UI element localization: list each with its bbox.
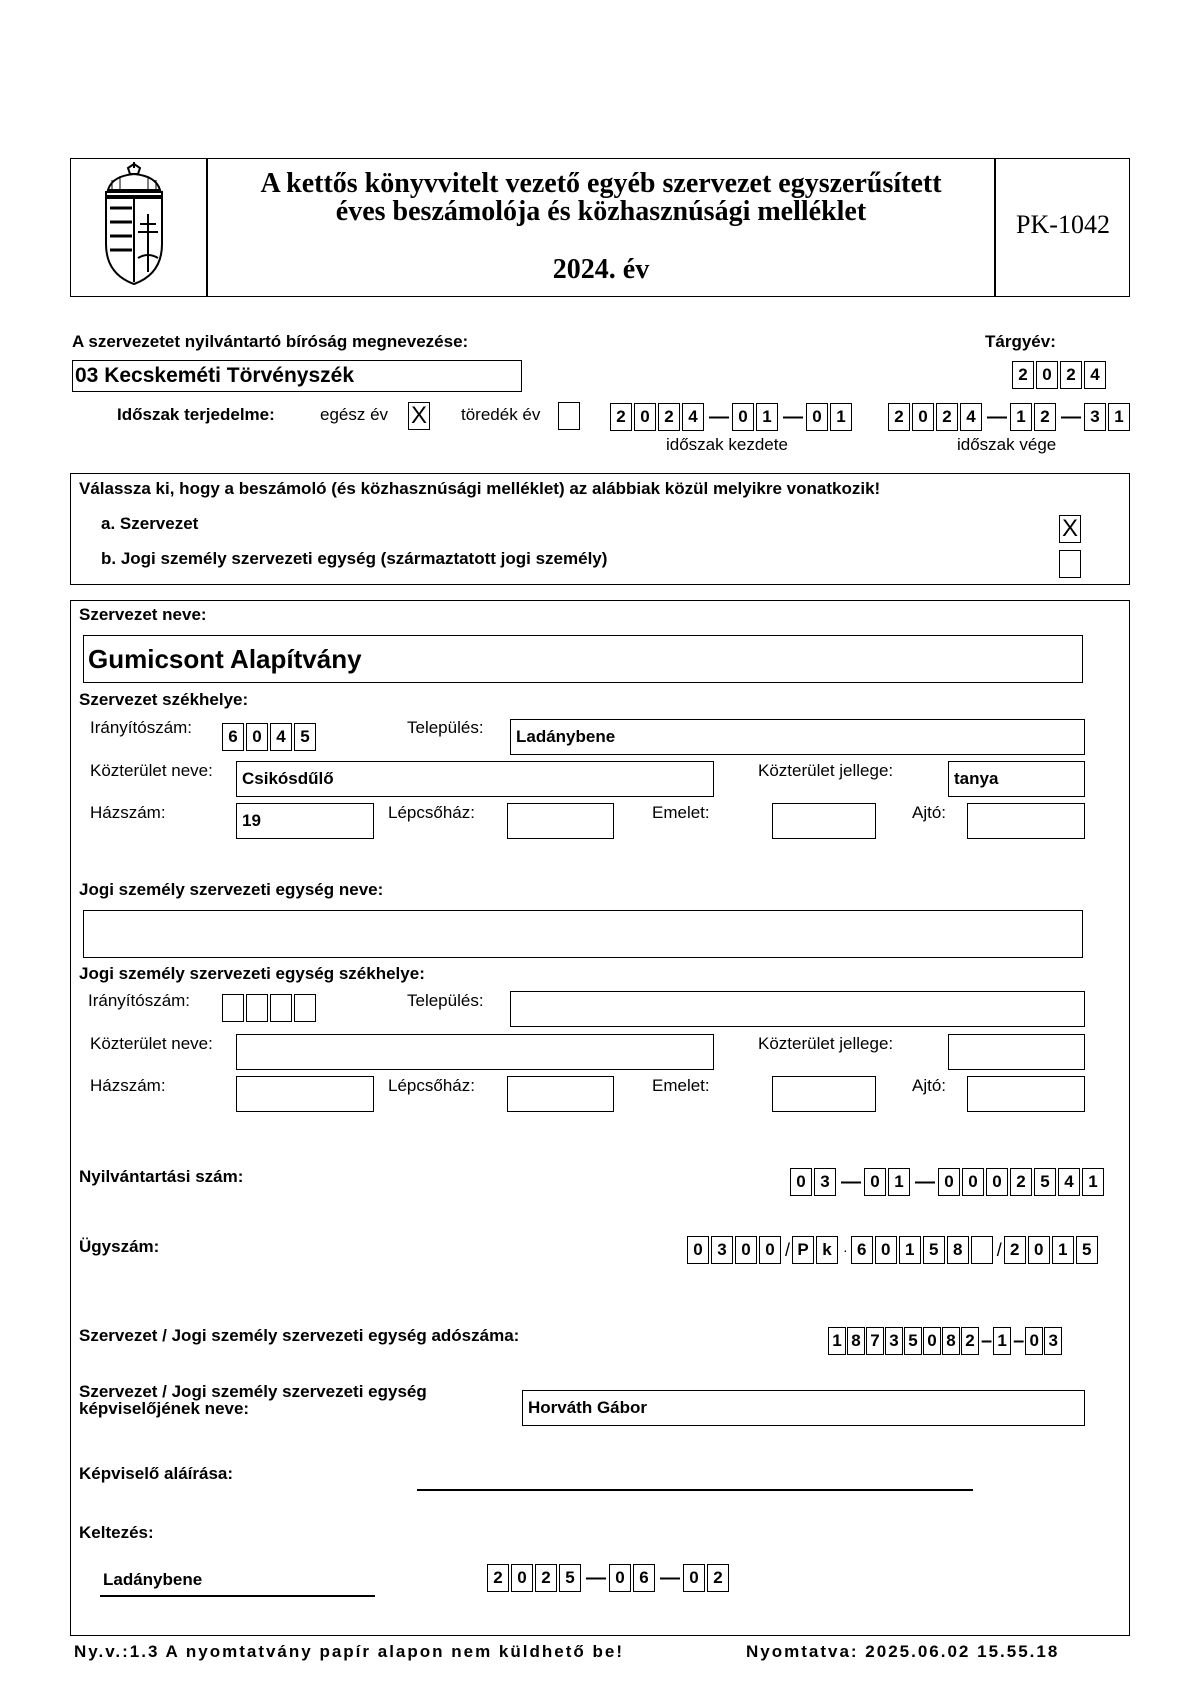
court-field[interactable]: 03 Kecskeméti Törvényszék: [72, 360, 522, 392]
digit-cell: 5: [1034, 1168, 1056, 1196]
digit-cell: [222, 994, 244, 1022]
digit-cell: 2: [961, 1327, 979, 1355]
unit-floor-label: Emelet:: [652, 1076, 710, 1095]
digit-cell: 1: [993, 1327, 1011, 1355]
coat-of-arms-icon: [98, 162, 170, 292]
dash-separator: —: [841, 1171, 861, 1193]
digit-cell: 0: [732, 403, 754, 431]
digit-cell: 2: [535, 1564, 557, 1592]
unit-name-label: Jogi személy szervezeti egység neve:: [79, 880, 384, 899]
form-title-line2: éves beszámolója és közhasznúsági melléklet: [335, 196, 867, 227]
registration-number-field[interactable]: [790, 1167, 1106, 1197]
digit-cell: 5: [923, 1236, 945, 1264]
digit-cell: [971, 1236, 993, 1264]
digit-cell: 7: [866, 1327, 884, 1355]
digit-cell: 3: [885, 1327, 903, 1355]
digit-cell: 1: [830, 403, 852, 431]
digit-cell: 3: [711, 1236, 733, 1264]
org-floor-field[interactable]: [772, 803, 876, 839]
digit-cell: 2: [610, 403, 632, 431]
org-house-field[interactable]: 19: [236, 803, 374, 839]
digit-cell: 8: [847, 1327, 865, 1355]
representative-label-line2: képviselőjének neve:: [79, 1399, 250, 1418]
form-title-line1: A kettős könyvvitelt vezető egyéb szervezet egyszerűsített: [260, 168, 942, 199]
tax-label: Szervezet / Jogi személy szervezeti egység adószáma:: [79, 1326, 520, 1345]
digit-cell: 0: [683, 1564, 705, 1592]
unit-city-label: Település:: [407, 991, 484, 1010]
digit-cell: 0: [511, 1564, 533, 1592]
org-name-field[interactable]: Gumicsont Alapítvány: [83, 635, 1083, 683]
org-street-label: Közterület neve:: [90, 761, 213, 780]
unit-zip-field[interactable]: [222, 993, 318, 1023]
tax-number-field[interactable]: [828, 1326, 1063, 1356]
court-label: A szervezetet nyilvántartó bíróság megnevezése:: [72, 332, 469, 351]
whole-year-label: egész év: [320, 405, 389, 424]
form-year-title: 2024. év: [552, 254, 650, 285]
digit-cell: 1: [888, 1168, 910, 1196]
signature-label: Képviselő aláírása:: [79, 1464, 234, 1483]
digit-cell: 6: [851, 1236, 873, 1264]
dash-separator: —: [660, 1567, 680, 1589]
digit-cell: 5: [559, 1564, 581, 1592]
form-title: [210, 170, 992, 226]
case-label: Ügyszám:: [79, 1237, 160, 1256]
digit-cell: 6: [633, 1564, 655, 1592]
digit-cell: P: [792, 1236, 814, 1264]
digit-cell: 5: [904, 1327, 922, 1355]
digit-cell: 0: [912, 403, 934, 431]
digit-cell: 0: [759, 1236, 781, 1264]
unit-street-field[interactable]: [236, 1034, 714, 1070]
digit-cell: 1: [1010, 403, 1032, 431]
form-code: PK-1042: [1016, 210, 1110, 239]
org-city-label: Település:: [407, 718, 484, 737]
unit-street-label: Közterület neve:: [90, 1034, 213, 1053]
digit-cell: 3: [1044, 1327, 1062, 1355]
fraction-year-checkbox[interactable]: [558, 402, 580, 430]
digit-cell: 2: [658, 403, 680, 431]
period-start-date[interactable]: [610, 402, 854, 432]
digit-cell: 0: [634, 403, 656, 431]
choice-option-b-checkbox[interactable]: [1059, 550, 1081, 578]
digit-cell: [246, 994, 268, 1022]
org-house-label: Házszám:: [90, 803, 166, 822]
dating-place-field[interactable]: Ladánybene: [103, 1570, 203, 1589]
period-end-caption: időszak vége: [957, 435, 1057, 454]
digit-cell: 2: [888, 403, 910, 431]
choice-option-a-label: a. Szervezet: [101, 514, 199, 533]
digit-cell: 2: [1004, 1236, 1026, 1264]
org-zip-field[interactable]: [222, 722, 318, 752]
digit-cell: 0: [1036, 361, 1058, 389]
digit-cell: 5: [1076, 1236, 1098, 1264]
digit-cell: 4: [270, 723, 292, 751]
choice-question: Válassza ki, hogy a beszámoló (és közhasznúsági melléklet) az alábbiak közül melyikre vonatkozik!: [79, 479, 881, 498]
digit-cell: [294, 994, 316, 1022]
digit-cell: 0: [923, 1327, 941, 1355]
org-floor-label: Emelet:: [652, 803, 710, 822]
unit-house-field[interactable]: [236, 1076, 374, 1112]
dash-separator: —: [783, 406, 803, 428]
digit-cell: 1: [828, 1327, 846, 1355]
org-stair-label: Lépcsőház:: [388, 803, 475, 822]
digit-cell: 0: [1028, 1236, 1050, 1264]
digit-cell: 1: [899, 1236, 921, 1264]
org-street-field[interactable]: Csikósdűlő: [236, 761, 714, 797]
unit-door-field[interactable]: [967, 1076, 1085, 1112]
signature-line[interactable]: [417, 1489, 973, 1491]
digit-cell: 4: [1084, 361, 1106, 389]
digit-cell: 4: [682, 403, 704, 431]
unit-floor-field[interactable]: [772, 1076, 876, 1112]
dash-separator: –: [981, 1330, 993, 1352]
digit-cell: 2: [1034, 403, 1056, 431]
org-stair-field[interactable]: [507, 803, 614, 839]
choice-option-b-label: b. Jogi személy szervezeti egység (származtatott jogi személy): [101, 549, 608, 568]
digit-cell: 1: [756, 403, 778, 431]
period-end-date[interactable]: [888, 402, 1132, 432]
dating-place-underline: [100, 1595, 375, 1597]
unit-name-field[interactable]: [83, 910, 1083, 958]
digit-cell: 2: [1060, 361, 1082, 389]
digit-cell: 2: [936, 403, 958, 431]
footer-left: Ny.v.:1.3 A nyomtatvány papír alapon nem küldhető be!: [74, 1642, 624, 1661]
registration-label: Nyilvántartási szám:: [79, 1167, 244, 1186]
digit-cell: 4: [960, 403, 982, 431]
org-name-label: Szervezet neve:: [79, 605, 207, 624]
digit-cell: 2: [1010, 1168, 1032, 1196]
digit-cell: 0: [806, 403, 828, 431]
slash-separator: /: [785, 1240, 791, 1260]
unit-city-field[interactable]: [510, 991, 1085, 1027]
dating-label: Keltezés:: [79, 1523, 154, 1542]
digit-cell: 2: [1012, 361, 1034, 389]
targyev-digits[interactable]: [1012, 360, 1108, 390]
org-door-field[interactable]: [967, 803, 1085, 839]
digit-cell: [270, 994, 292, 1022]
digit-cell: 3: [814, 1168, 836, 1196]
period-label: Időszak terjedelme:: [117, 405, 275, 424]
org-street-type-field[interactable]: tanya: [948, 761, 1085, 797]
footer-right: Nyomtatva: 2025.06.02 15.55.18: [746, 1642, 1060, 1661]
org-zip-label: Irányítószám:: [90, 718, 193, 737]
dash-separator: —: [586, 1567, 606, 1589]
digit-cell: 5: [294, 723, 316, 751]
digit-cell: 0: [687, 1236, 709, 1264]
digit-cell: 0: [1025, 1327, 1043, 1355]
fraction-year-label: töredék év: [461, 405, 541, 424]
unit-zip-label: Irányítószám:: [88, 991, 191, 1010]
targyev-label: Tárgyév:: [985, 332, 1056, 351]
digit-cell: 8: [947, 1236, 969, 1264]
representative-label-line1: Szervezet / Jogi személy szervezeti egység: [79, 1382, 427, 1401]
digit-cell: 2: [487, 1564, 509, 1592]
digit-cell: 0: [962, 1168, 984, 1196]
whole-year-checkbox[interactable]: X: [408, 402, 430, 430]
dash-separator: —: [1061, 406, 1081, 428]
unit-street-type-field[interactable]: [948, 1034, 1085, 1070]
org-street-type-label: Közterület jellege:: [758, 761, 894, 780]
representative-name-field[interactable]: Horváth Gábor: [522, 1390, 1085, 1426]
digit-cell: k: [816, 1236, 838, 1264]
digit-cell: 3: [1084, 403, 1106, 431]
dash-separator: —: [987, 406, 1007, 428]
unit-stair-field[interactable]: [507, 1076, 614, 1112]
digit-cell: 8: [942, 1327, 960, 1355]
dash-separator: —: [915, 1171, 935, 1193]
digit-cell: 0: [986, 1168, 1008, 1196]
org-seat-label: Szervezet székhelye:: [79, 690, 249, 709]
digit-cell: 1: [1082, 1168, 1104, 1196]
unit-door-label: Ajtó:: [912, 1076, 947, 1095]
unit-house-label: Házszám:: [90, 1076, 166, 1095]
case-number-field[interactable]: [687, 1235, 1100, 1265]
unit-seat-label: Jogi személy szervezeti egység székhelye:: [79, 964, 425, 983]
digit-cell: 1: [1108, 403, 1130, 431]
digit-cell: 6: [222, 723, 244, 751]
dot-separator: ·: [843, 1242, 848, 1258]
digit-cell: 1: [1052, 1236, 1074, 1264]
slash-separator: /: [996, 1240, 1002, 1260]
header-divider-left: [206, 158, 208, 297]
choice-option-a-checkbox[interactable]: X: [1059, 515, 1081, 543]
representative-label: [79, 1383, 427, 1417]
dating-date-field[interactable]: [487, 1563, 731, 1593]
digit-cell: 0: [735, 1236, 757, 1264]
org-city-field[interactable]: Ladánybene: [510, 719, 1085, 755]
digit-cell: 0: [938, 1168, 960, 1196]
digit-cell: 0: [246, 723, 268, 751]
org-door-label: Ajtó:: [912, 803, 947, 822]
dash-separator: –: [1013, 1330, 1025, 1352]
digit-cell: 0: [790, 1168, 812, 1196]
dash-separator: —: [709, 406, 729, 428]
digit-cell: 4: [1058, 1168, 1080, 1196]
digit-cell: 0: [875, 1236, 897, 1264]
unit-street-type-label: Közterület jellege:: [758, 1034, 894, 1053]
digit-cell: 2: [707, 1564, 729, 1592]
unit-stair-label: Lépcsőház:: [388, 1076, 475, 1095]
period-start-caption: időszak kezdete: [666, 435, 788, 454]
digit-cell: 0: [609, 1564, 631, 1592]
digit-cell: 0: [864, 1168, 886, 1196]
